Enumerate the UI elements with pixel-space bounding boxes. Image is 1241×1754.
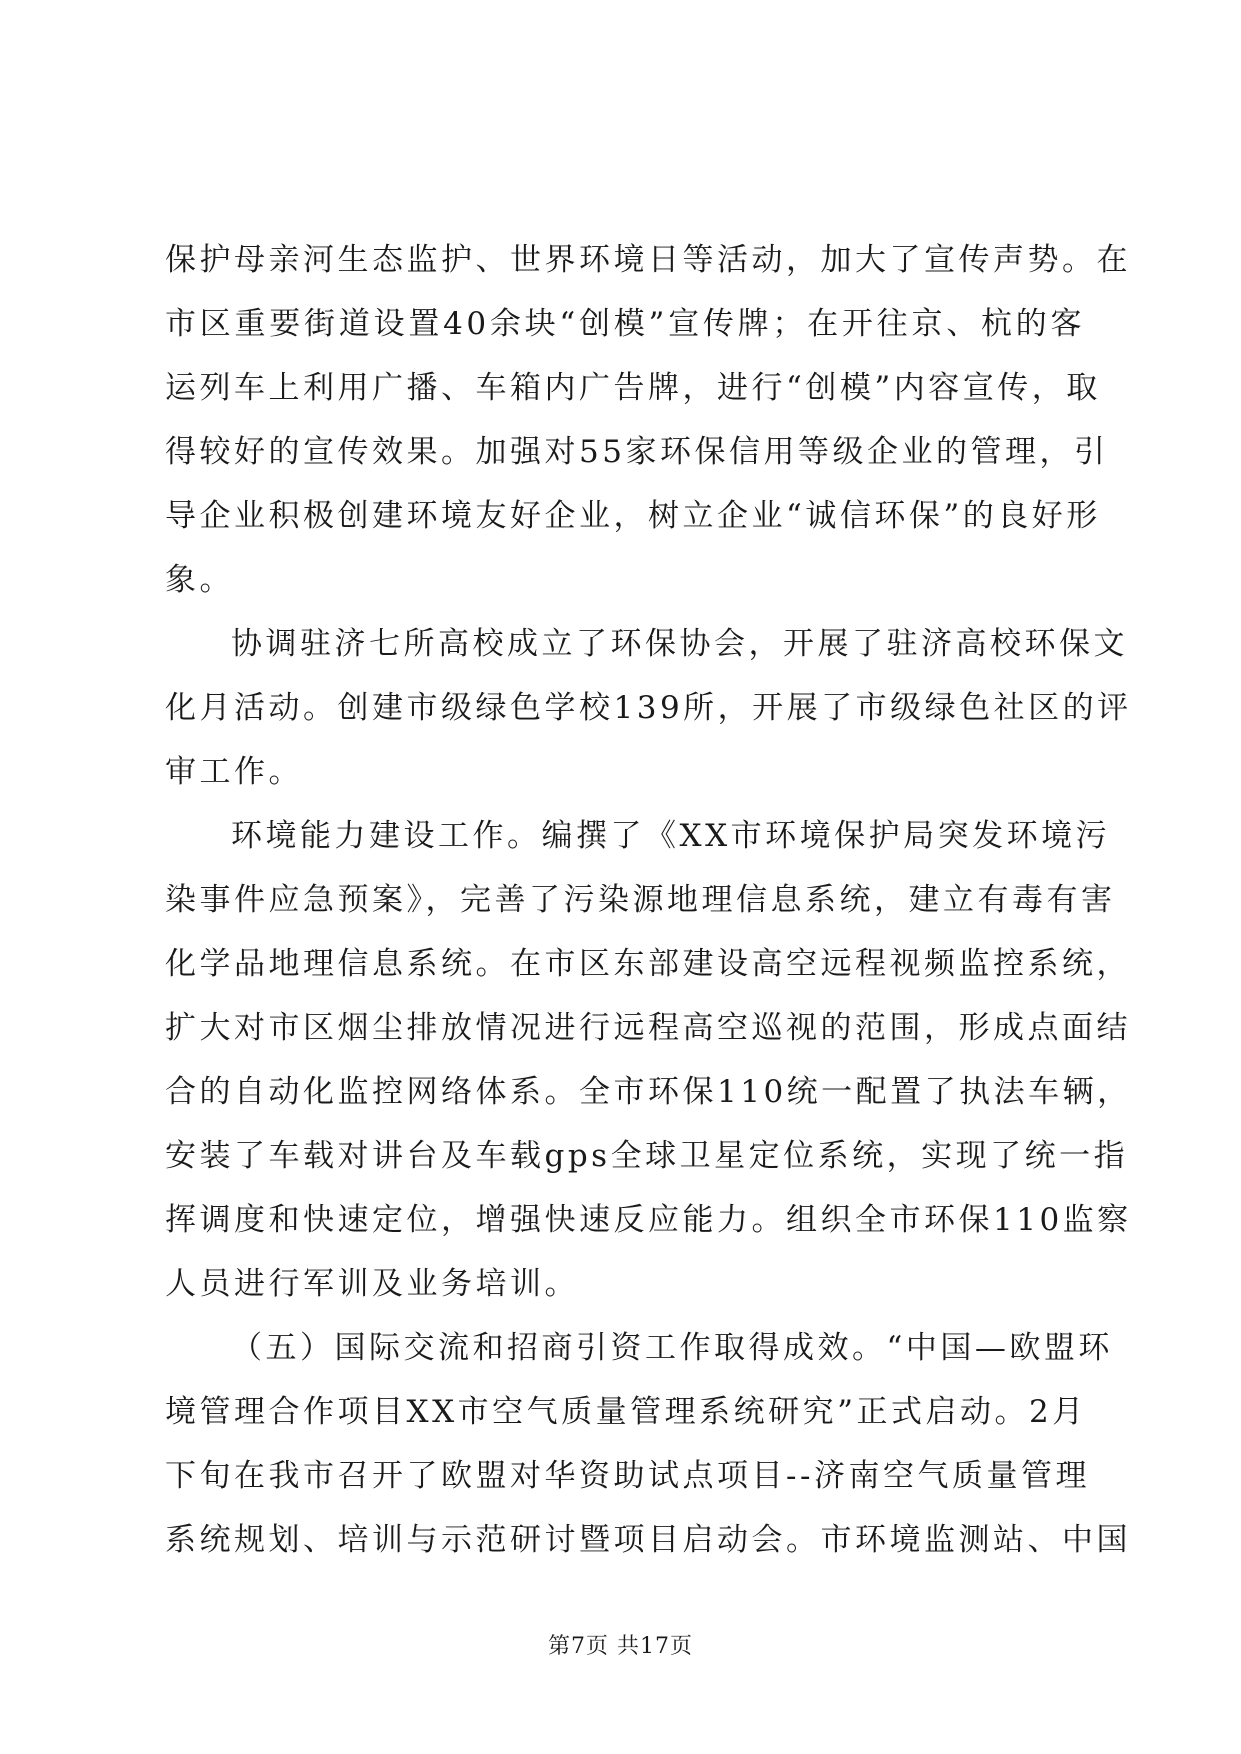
text-line: 挥调度和快速定位，增强快速反应能力。组织全市环保110监察 [165, 1202, 1132, 1238]
text-line: 系统规划、培训与示范研讨暨项目启动会。市环境监测站、中国 [165, 1522, 1131, 1558]
text-line: （五）国际交流和招商引资工作取得成效。“中国—欧盟环 [231, 1330, 1113, 1366]
text-line: 化学品地理信息系统。在市区东部建设高空远程视频监控系统， [165, 946, 1131, 982]
text-line: 保护母亲河生态监护、世界环境日等活动，加大了宣传声势。在 [165, 242, 1131, 278]
text-line: 下旬在我市召开了欧盟对华资助试点项目--济南空气质量管理 [165, 1458, 1090, 1494]
text-line: 染事件应急预案》，完善了污染源地理信息系统，建立有毒有害 [165, 882, 1116, 918]
text-line: 安装了车载对讲台及车载gps全球卫星定位系统，实现了统一指 [165, 1138, 1129, 1174]
text-line: 运列车上利用广播、车箱内广告牌，进行“创模”内容宣传，取 [165, 370, 1101, 406]
text-line: 环境能力建设工作。编撰了《XX市环境保护局突发环境污 [231, 818, 1111, 854]
text-line: 协调驻济七所高校成立了环保协会，开展了驻济高校环保文 [231, 626, 1128, 662]
body-text [165, 228, 1132, 1572]
text-line: 境管理合作项目XX市空气质量管理系统研究”正式启动。2月 [165, 1394, 1087, 1430]
text-line: 合的自动化监控网络体系。全市环保110统一配置了执法车辆， [165, 1074, 1132, 1110]
text-line: 审工作。 [165, 754, 303, 790]
text-line: 象。 [165, 562, 234, 598]
text-line: 导企业积极创建环境友好企业，树立企业“诚信环保”的良好形 [165, 498, 1101, 534]
text-line: 市区重要街道设置40余块“创模”宣传牌；在开往京、杭的客 [165, 306, 1085, 342]
page-footer [0, 1632, 1241, 1662]
page-number: 第7页 共17页 [548, 1634, 693, 1659]
text-line: 得较好的宣传效果。加强对55家环保信用等级企业的管理，引 [165, 434, 1109, 470]
text-line: 化月活动。创建市级绿色学校139所，开展了市级绿色社区的评 [165, 690, 1132, 726]
text-line: 人员进行军训及业务培训。 [165, 1266, 579, 1302]
text-line: 扩大对市区烟尘排放情况进行远程高空巡视的范围，形成点面结 [165, 1010, 1131, 1046]
